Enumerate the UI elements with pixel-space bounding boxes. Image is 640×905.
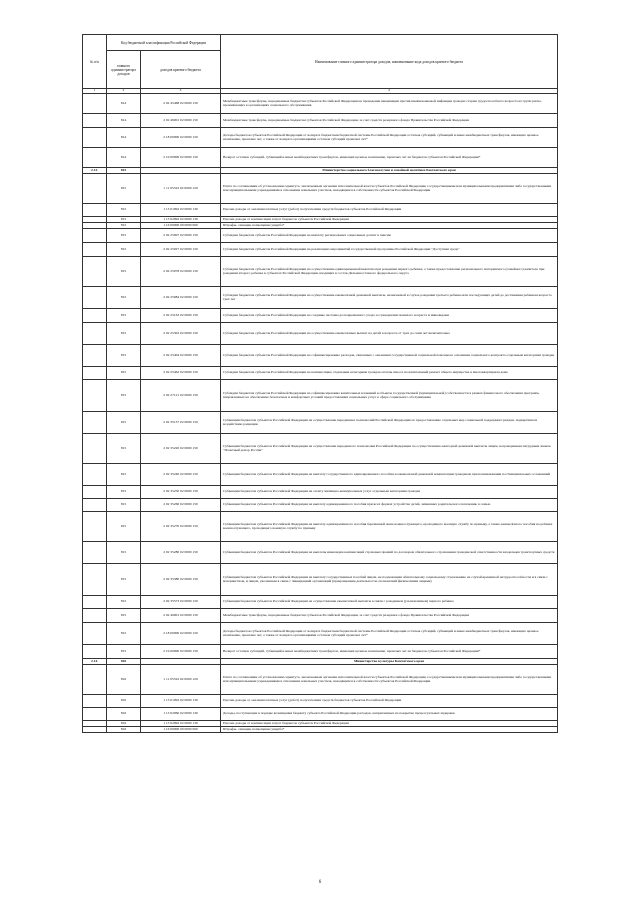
row-number: [83, 412, 107, 434]
admin-code: 815: [107, 229, 141, 243]
row-number: [83, 94, 107, 114]
row-number: [83, 380, 107, 412]
table-row: [83, 412, 558, 434]
header-name: Наименование главного администратора доходов, наименование кода доходов краевого бюджета: [221, 35, 558, 89]
admin-code: 816: [107, 721, 141, 727]
admin-code: 815: [107, 257, 141, 287]
revenue-code: 2 02 25404 02 0000 150: [141, 345, 221, 367]
revenue-code: 2 02 25027 02 0000 150: [141, 243, 221, 257]
row-number: [83, 434, 107, 464]
table-row: [83, 695, 558, 708]
revenue-name: Субсидии бюджетам субъектов Российской Федерации на софинансирование капитальных вложений в объекты государственной (муниципальной) собственности в рамках финансового обеспечения программ, направленных на обеспечение безопасных и комфортных условий предоставления социальных услуг в сфере социального обслуживания: [221, 380, 558, 412]
revenue-code: 1 13 02992 02 0000 130: [141, 721, 221, 727]
row-number: [83, 229, 107, 243]
table-row: [83, 128, 558, 148]
table-row: [83, 486, 558, 499]
revenue-code: 2 02 49001 02 0000 150: [141, 609, 221, 623]
admin-code: 815: [107, 542, 141, 564]
admin-code: 814: [107, 128, 141, 148]
row-number: [83, 174, 107, 204]
revenue-code: 2 02 25462 02 0000 150: [141, 367, 221, 380]
revenue-code: 2 02 25084 02 0000 150: [141, 287, 221, 309]
admin-code: 815: [107, 323, 141, 345]
row-number: [83, 665, 107, 695]
table-row: [83, 229, 558, 243]
table-row: [83, 309, 558, 323]
row-number: [83, 204, 107, 217]
row-number: [83, 645, 107, 659]
row-number: [83, 486, 107, 499]
row-number: [83, 512, 107, 542]
header-admin: главного администратора доходов: [107, 51, 141, 89]
admin-code: 815: [107, 512, 141, 542]
row-number: [83, 309, 107, 323]
row-number: 2.13.: [83, 168, 107, 174]
admin-code: 815: [107, 217, 141, 223]
row-number: [83, 287, 107, 309]
table-row: [83, 257, 558, 287]
revenue-name: Субвенции бюджетам субъектов Российской Федерации на выплаты инвалидам компенсаций страховых премий по договорам обязательного страхования гражданской ответственности владельцев транспортных средств: [221, 542, 558, 564]
admin-code: 816: [107, 665, 141, 695]
admin-code: 815: [107, 243, 141, 257]
table-row: [83, 114, 558, 128]
revenue-code: 2 02 35240 02 0000 150: [141, 464, 221, 486]
table-row: [83, 609, 558, 623]
admin-code: 815: [107, 434, 141, 464]
row-number: [83, 367, 107, 380]
revenue-name: Межбюджетные трансферты, передаваемые бюджетам субъектов Российской Федерации на проведение вакцинации против пневмококковой инфекции граждан старше трудоспособного возраста из групп риска, проживающих в организациях социального обслуживания: [221, 94, 558, 114]
table-row: [83, 499, 558, 512]
revenue-code: 2 02 35220 02 0000 150: [141, 434, 221, 464]
admin-code: 815: [107, 287, 141, 309]
revenue-code: 1 13 02992 02 0000 130: [141, 217, 221, 223]
revenue-code: 2 02 35137 02 0000 150: [141, 412, 221, 434]
revenue-code: 2 02 25078 02 0000 150: [141, 257, 221, 287]
revenue-code: 2 02 45468 02 0000 150: [141, 94, 221, 114]
admin-code: 815: [107, 204, 141, 217]
table-row: [83, 623, 558, 645]
revenue-code: 2 02 35270 02 0000 150: [141, 512, 221, 542]
revenue-name: Межбюджетные трансферты, передаваемые бюджетам субъектов Российской Федерации, за счет средств резервного фонда Правительства Российской Федерации: [221, 114, 558, 128]
revenue-code: 1 16 00000 00 0000 000: [141, 223, 221, 229]
admin-code: 815: [107, 367, 141, 380]
admin-code: 815: [107, 380, 141, 412]
revenue-name: Субвенции бюджетам субъектов Российской Федерации на осуществление переданных полномочий Российской Федерации по предоставлению отдельных мер социальной поддержки граждан, подвергшихся воздействию радиации: [221, 412, 558, 434]
row-number: [83, 623, 107, 645]
table-row: [83, 464, 558, 486]
row-number: [83, 243, 107, 257]
header-code: доходов краевого бюджета: [141, 51, 221, 89]
revenue-name: Субсидии бюджетам субъектов Российской Федерации на создание системы долговременного ухода за гражданами пожилого возраста и инвалидами: [221, 309, 558, 323]
revenue-name: Субвенции бюджетам субъектов Российской Федерации на выплату государственных пособий лицам, не подлежащим обязательному социальному страхованию на случай временной нетрудоспособности и в связи с материнством, и лицам, уволенным в связи с ликвидацией организаций (прекращением деятельности, полномочий физическими лицами): [221, 564, 558, 596]
revenue-code: 1 11 05322 02 0000 120: [141, 665, 221, 695]
revenue-code: 2 19 00000 02 0000 150: [141, 645, 221, 659]
row-number: [83, 609, 107, 623]
revenue-code: 2 18 00000 02 0000 150: [141, 128, 221, 148]
revenue-name: Субсидии бюджетам субъектов Российской Федерации на осуществление ежемесячной денежной выплаты, назначаемой в случае рождения третьего ребенка или последующих детей до достижения ребенком возраста трех лет: [221, 287, 558, 309]
revenue-code: 1 13 01992 02 0000 130: [141, 204, 221, 217]
admin-code: 815: [107, 645, 141, 659]
admin-code: 816: [107, 695, 141, 708]
admin-code: 814: [107, 148, 141, 168]
header-group: Код бюджетной классификации Российской Федерации: [107, 35, 221, 51]
row-number: [83, 148, 107, 168]
table-row: [83, 564, 558, 596]
revenue-name: Субсидии бюджетам субъектов Российской Федерации на выплату региональных социальных доплат к пенсии: [221, 229, 558, 243]
table-row: [83, 243, 558, 257]
admin-code: 815: [107, 168, 141, 174]
table-row: [83, 708, 558, 721]
revenue-name: Доходы бюджетов субъектов Российской Федерации от возврата бюджетами бюджетной системы Российской Федерации остатков субсидий, субвенций и иных межбюджетных трансфертов, имеющих целевое назначение, прошлых лет, а также от возврата организациями остатков субсидий прошлых лет*: [221, 128, 558, 148]
revenue-name: Субвенции бюджетам субъектов Российской Федерации на выплату единовременного пособия при всех формах устройства детей, лишенных родительского попечения, в семью: [221, 499, 558, 512]
revenue-name: Прочие доходы от оказания платных услуг (работ) получателями средств бюджетов субъектов Российской Федерации: [221, 695, 558, 708]
revenue-code: 2 02 35260 02 0000 150: [141, 499, 221, 512]
table-row: [83, 94, 558, 114]
admin-code: 815: [107, 596, 141, 609]
table-row: [83, 345, 558, 367]
revenue-name: Доходы бюджетов субъектов Российской Федерации от возврата бюджетами бюджетной системы Российской Федерации остатков субсидий, субвенций и иных межбюджетных трансфертов, имеющих целевое назначение, прошлых лет, а также от возврата организациями остатков субсидий прошлых лет*: [221, 623, 558, 645]
revenue-code: 1 16 00000 00 0000 000: [141, 727, 221, 733]
admin-code: 815: [107, 174, 141, 204]
document-page: [82, 34, 557, 733]
admin-code: 814: [107, 114, 141, 128]
row-number: [83, 128, 107, 148]
table-row: [83, 174, 558, 204]
revenue-code: 2 02 35380 02 0000 150: [141, 564, 221, 596]
revenue-name: Прочие доходы от компенсации затрат бюджетов субъектов Российской Федерации: [221, 217, 558, 223]
header-index: 3: [141, 89, 221, 94]
row-number: [83, 323, 107, 345]
table-row: [83, 148, 558, 168]
revenue-name: Возврат остатков субсидий, субвенций и иных межбюджетных трансфертов, имеющих целевое назначение, прошлых лет из бюджетов субъектов Российской Федерации*: [221, 645, 558, 659]
revenue-name: Субвенции бюджетам субъектов Российской Федерации на оплату жилищно-коммунальных услуг отдельным категориям граждан: [221, 486, 558, 499]
row-number: [83, 542, 107, 564]
table-row: [83, 287, 558, 309]
row-number: [83, 708, 107, 721]
row-number: 2.14.: [83, 659, 107, 665]
page-number: 6: [318, 880, 322, 885]
revenue-code: 2 02 25302 02 0000 150: [141, 323, 221, 345]
revenue-name: Министерство культуры Камчатского края: [221, 659, 558, 665]
row-number: [83, 727, 107, 733]
table-row: [83, 542, 558, 564]
admin-code: 816: [107, 727, 141, 733]
revenue-code: 2 02 35280 02 0000 150: [141, 542, 221, 564]
revenue-code: 2 02 25163 02 0000 150: [141, 309, 221, 323]
revenue-code: 2 02 25007 02 0000 150: [141, 229, 221, 243]
revenue-name: Плата по соглашениям об установлении сервитута, заключенным органами исполнительной власти субъектов Российской Федерации, государственными или муниципальными предприятиями либо государственными или муниципальными учреждениями в отношении земельных участков, находящихся в собственности субъектов Российской Федерации: [221, 665, 558, 695]
revenue-name: Субвенции бюджетам субъектов Российской Федерации на выплату государственного единовременного пособия и ежемесячной денежной компенсации гражданам при возникновении поствакцинальных осложнений: [221, 464, 558, 486]
admin-code: 815: [107, 223, 141, 229]
row-number: [83, 695, 107, 708]
admin-code: 815: [107, 486, 141, 499]
revenue-name: Плата по соглашениям об установлении сервитута, заключенным органами исполнительной власти субъектов Российской Федерации, государственными или муниципальными предприятиями либо государственными или муниципальными учреждениями в отношении земельных участков, находящихся в собственности субъектов Российской Федерации: [221, 174, 558, 204]
table-body: [83, 94, 558, 733]
revenue-name: Доходы, поступающие в порядке возмещения бюджету субъекта Российской Федерации расходов, направленных на покрытие процессуальных издержек: [221, 708, 558, 721]
revenue-code: 2 18 00000 02 0000 150: [141, 623, 221, 645]
revenue-name: Штрафы, санкции, возмещение ущерба*: [221, 727, 558, 733]
revenue-code: 1 13 01992 02 0000 130: [141, 695, 221, 708]
table-row: [83, 727, 558, 733]
revenue-name: Субсидии бюджетам субъектов Российской Федерации на осуществление ежемесячных выплат на детей в возрасте от трех до семи лет включительно: [221, 323, 558, 345]
row-number: [83, 114, 107, 128]
row-number: [83, 564, 107, 596]
revenue-name: Субвенции бюджетам субъектов Российской Федерации на осуществление ежемесячной выплаты в связи с рождением (усыновлением) первого ребенка: [221, 596, 558, 609]
admin-code: 815: [107, 564, 141, 596]
revenue-code: 2 02 49001 02 0000 150: [141, 114, 221, 128]
row-number: [83, 499, 107, 512]
header-index: 4: [221, 89, 558, 94]
revenue-name: Субсидии бюджетам субъектов Российской Федерации на реализацию мероприятий государственной программы Российской Федерации "Доступная среда": [221, 243, 558, 257]
revenue-code: 2 02 27121 02 0000 150: [141, 380, 221, 412]
header-index: 1: [83, 89, 107, 94]
admin-code: 816: [107, 659, 141, 665]
table-row: [83, 367, 558, 380]
admin-code: 816: [107, 708, 141, 721]
table-row: [83, 512, 558, 542]
admin-code: 815: [107, 464, 141, 486]
row-number: [83, 596, 107, 609]
revenue-code: 1 13 02060 02 0000 130: [141, 708, 221, 721]
revenue-name: Возврат остатков субсидий, субвенций и иных межбюджетных трансфертов, имеющих целевое назначение, прошлых лет из бюджетов субъектов Российской Федерации*: [221, 148, 558, 168]
revenue-name: Субсидии бюджетам субъектов Российской Федерации на осуществление единовременной выплаты при рождении первого ребенка, а также предоставление регионального материнского (семейного) капитала при рождении второго ребенка в субъектах Российской Федерации, входящих в состав Дальневосточного федерального округа: [221, 257, 558, 287]
table-row: [83, 380, 558, 412]
revenue-name: Субсидии бюджетам субъектов Российской Федерации на компенсацию отдельным категориям граждан оплаты взноса на капитальный ремонт общего имущества в многоквартирном доме: [221, 367, 558, 380]
header-no: № п/п: [83, 35, 107, 89]
row-number: [83, 345, 107, 367]
admin-code: 815: [107, 499, 141, 512]
revenue-name: Субвенции бюджетам субъектов Российской Федерации на осуществление переданного полномочия Российской Федерации по осуществлению ежегодной денежной выплаты лицам, награжденным нагрудным знаком "Почетный донор России": [221, 434, 558, 464]
revenue-name: Прочие доходы от компенсации затрат бюджетов субъектов Российской Федерации: [221, 721, 558, 727]
admin-code: 815: [107, 345, 141, 367]
table-row: [83, 204, 558, 217]
revenue-name: Субсидии бюджетам субъектов Российской Федерации на софинансирование расходов, связанных с оказанием государственной социальной помощи на основании социального контракта отдельным категориям граждан: [221, 345, 558, 367]
admin-code: 815: [107, 309, 141, 323]
revenue-code: 1 11 05322 02 0000 120: [141, 174, 221, 204]
row-number: [83, 257, 107, 287]
table-row: [83, 596, 558, 609]
admin-code: 815: [107, 412, 141, 434]
admin-code: 814: [107, 94, 141, 114]
header-index: 2: [107, 89, 141, 94]
revenue-name: Министерство социального благополучия и семейной политики Камчатского края: [221, 168, 558, 174]
revenue-name: Межбюджетные трансферты, передаваемые бюджетам субъектов Российской Федерации, за счет средств резервного фонда Правительства Российской Федерации: [221, 609, 558, 623]
table-row: [83, 665, 558, 695]
table-row: [83, 645, 558, 659]
table-row: [83, 323, 558, 345]
admin-code: 815: [107, 623, 141, 645]
revenue-code: 2 19 00000 02 0000 150: [141, 148, 221, 168]
revenue-code: 2 02 35573 02 0000 150: [141, 596, 221, 609]
admin-code: 815: [107, 609, 141, 623]
revenue-name: Штрафы, санкции, возмещение ущерба*: [221, 223, 558, 229]
revenue-name: Прочие доходы от оказания платных услуг (работ) получателями средств бюджетов субъектов Российской Федерации: [221, 204, 558, 217]
revenue-codes-table: [82, 34, 558, 733]
table-row: [83, 434, 558, 464]
row-number: [83, 464, 107, 486]
revenue-code: 2 02 35250 02 0000 150: [141, 486, 221, 499]
revenue-name: Субвенции бюджетам субъектов Российской Федерации на выплату единовременного пособия беременной жене военнослужащего, проходящего военную службу по призыву, а также ежемесячного пособия на ребенка военнослужащего, проходящего военную службу по призыву: [221, 512, 558, 542]
